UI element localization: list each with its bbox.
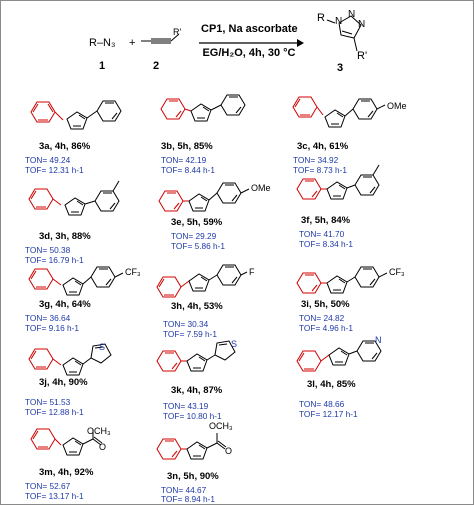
structure-3a [21, 87, 161, 147]
ton-value: TON= 49.24 [25, 155, 71, 165]
benzyl-group [293, 97, 323, 117]
phenyl-azide-group [157, 439, 187, 459]
triazole-ring [63, 278, 83, 295]
ton-value: TON= 41.70 [299, 229, 345, 239]
phenyl-azide-group [159, 191, 189, 211]
triazole-ring [189, 274, 209, 291]
sulfur-label: S [99, 342, 106, 352]
methoxy-label: OMe [387, 101, 407, 111]
product-n3: N [358, 19, 366, 30]
tof-value: TOF= 8.73 h-1 [293, 165, 348, 175]
alkyne-substituent: R' [173, 27, 182, 37]
tof-value: TOF= 12.31 h-1 [25, 165, 84, 175]
product-r2: R' [357, 50, 368, 62]
carbonyl-oxygen-label: O [99, 442, 107, 452]
triazole-ring [187, 354, 207, 371]
conditions-bottom: EG/H₂O, 4h, 30 °C [202, 47, 296, 59]
triazole-ring [63, 358, 83, 375]
entry-label: 3d, 3h, 88% [39, 231, 91, 242]
tolyl-group [347, 165, 379, 195]
entry-label: 3m, 4h, 92% [39, 467, 94, 478]
entry-label: 3f, 5h, 84% [301, 215, 351, 226]
ton-value: TON= 52.67 [25, 481, 71, 491]
pyridine-nitrogen-label: N [375, 335, 382, 345]
benzyl-group [29, 189, 61, 209]
benzyl-group [31, 102, 63, 122]
ester-methoxy-label: OCH₃ [87, 426, 111, 436]
product-number: 3 [337, 62, 344, 74]
benzyl-group [297, 351, 329, 371]
tof-value: TOF= 8.44 h-1 [161, 165, 216, 175]
trifluoromethyl-label: CF₃ [389, 267, 405, 277]
phenyl-azide-group [297, 273, 327, 293]
triazole-ring [327, 276, 347, 293]
phenyl-group [87, 101, 121, 121]
entry-label: 3a, 4h, 86% [39, 141, 91, 152]
triazole-ring [65, 198, 85, 215]
fluoro-label: F [249, 267, 255, 277]
structure-3d [21, 175, 161, 237]
ester-methoxy-label: OCH₃ [209, 421, 233, 431]
tof-value: TOF= 13.17 h-1 [25, 491, 84, 501]
phenyl-azide-group [161, 99, 191, 119]
tof-value: TOF= 5.86 h-1 [171, 241, 226, 251]
alkyne-structure [139, 31, 189, 51]
phenyl-group [211, 95, 245, 115]
trifluoromethyl-label: CF₃ [125, 267, 141, 277]
triazole-ring [325, 110, 345, 127]
product-n1: N [335, 16, 343, 27]
product-n2: N [348, 9, 356, 20]
tof-value: TOF= 12.88 h-1 [25, 407, 84, 417]
triazole-ring [329, 348, 349, 365]
entry-label: 3b, 5h, 85% [161, 141, 213, 152]
phenyl-azide-group [157, 351, 187, 371]
ton-value: TON= 43.19 [163, 401, 209, 411]
trifluoromethylphenyl-group [83, 267, 123, 287]
ton-value: TON= 24.82 [299, 313, 345, 323]
sulfur-label: S [231, 339, 238, 349]
carbonyl-oxygen-label: O [225, 446, 233, 456]
entry-label: 3e, 5h, 59% [171, 217, 223, 228]
entry-label: 3c, 4h, 61% [297, 141, 349, 152]
azide-reactant: R–N₃ [89, 37, 116, 49]
ton-value: TON= 29.29 [171, 231, 217, 241]
methoxyphenyl-group [345, 99, 385, 119]
conditions-top: CP1, Na ascorbate [201, 23, 298, 35]
azide-number: 1 [99, 60, 106, 72]
triazole-ring [191, 104, 211, 121]
entry-label: 3g, 4h, 64% [39, 299, 91, 310]
reaction-scheme [1, 1, 473, 85]
tof-value: TOF= 12.17 h-1 [299, 409, 358, 419]
entry-label: 3k, 4h, 87% [171, 385, 223, 396]
ton-value: TON= 34.92 [293, 155, 339, 165]
structure-3f [289, 153, 429, 219]
tof-value: TOF= 7.59 h-1 [163, 329, 218, 339]
triazole-ring [63, 438, 83, 455]
phenyl-azide-group [297, 179, 327, 199]
product-r1: R [317, 12, 325, 24]
triazole-ring [67, 112, 87, 129]
alkyne-number: 2 [153, 60, 160, 72]
ton-value: TON= 42.19 [161, 155, 207, 165]
tof-value: TOF= 10.80 h-1 [163, 411, 222, 421]
methoxy-label: OMe [251, 183, 271, 193]
benzyl-group [29, 349, 61, 369]
tof-value: TOF= 9.16 h-1 [25, 323, 80, 333]
ton-value: TON= 30.34 [163, 319, 209, 329]
triazole-ring [187, 442, 207, 459]
ton-value: TON= 44.67 [161, 485, 207, 495]
tof-value: TOF= 8.94 h-1 [161, 494, 216, 504]
structure-3c [287, 87, 427, 147]
benzyl-group [29, 269, 61, 289]
trifluoromethylphenyl-group [347, 267, 387, 287]
plus-sign: + [129, 37, 136, 49]
structure-3k [149, 333, 289, 393]
tof-value: TOF= 4.96 h-1 [299, 323, 354, 333]
tof-value: TOF= 16.79 h-1 [25, 255, 84, 265]
triazole-ring [189, 194, 209, 211]
tof-value: TOF= 8.34 h-1 [299, 239, 354, 249]
benzyl-group [31, 429, 61, 449]
fluorophenyl-group [209, 265, 247, 285]
tolyl-group [85, 181, 119, 211]
ton-value: TON= 51.53 [25, 397, 71, 407]
ton-value: TON= 36.64 [25, 313, 71, 323]
ester-group [207, 433, 226, 449]
thienyl-group [83, 344, 111, 364]
entry-label: 3n, 5h, 90% [167, 471, 219, 482]
methoxyphenyl-group [209, 183, 249, 203]
entry-label: 3j, 4h, 90% [39, 377, 88, 388]
benzyl-group [157, 277, 189, 297]
entry-label: 3h, 4h, 53% [171, 301, 223, 312]
entry-label: 3l, 4h, 85% [307, 379, 356, 390]
structure-3b [153, 87, 293, 147]
ton-value: TON= 48.66 [299, 399, 345, 409]
ton-value: TON= 50.38 [25, 245, 71, 255]
triazole-ring [327, 182, 347, 199]
entry-label: 3i, 5h, 50% [301, 299, 350, 310]
